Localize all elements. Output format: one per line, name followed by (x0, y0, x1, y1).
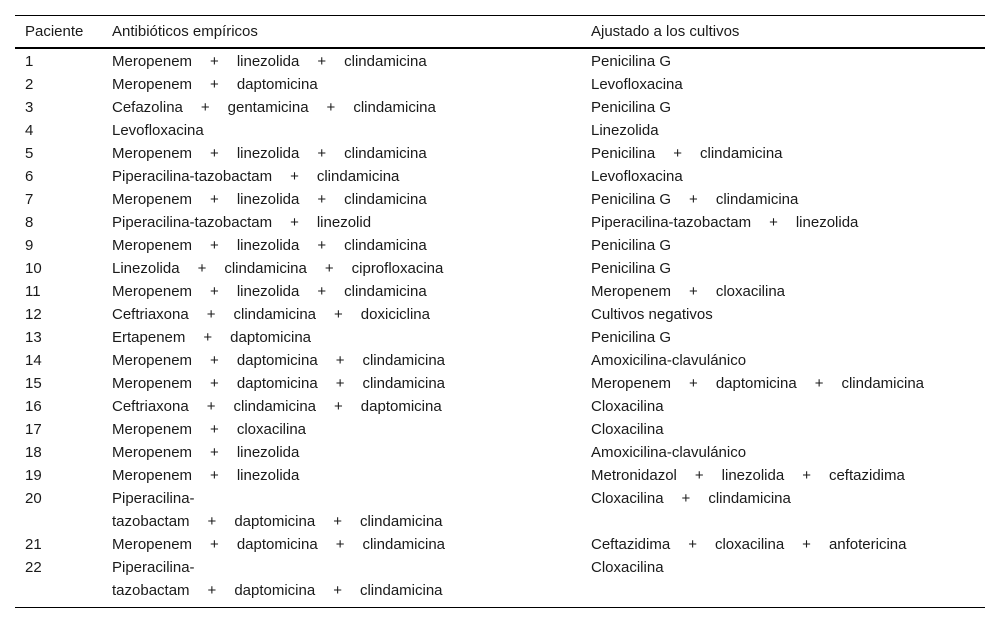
drug-name: doxiciclina (360, 306, 430, 323)
table-row (15, 48, 985, 73)
empirical-antibiotics-cell (102, 211, 581, 234)
patient-number: 17 (25, 421, 42, 438)
drug-name: Meropenem (112, 375, 193, 392)
drug-name: cloxacilina (715, 283, 786, 300)
empirical-antibiotics-cell (102, 188, 581, 211)
plus-separator: + (210, 375, 219, 392)
adjusted-antibiotics-cell (581, 556, 985, 608)
table-row (15, 257, 985, 280)
plus-separator: + (334, 398, 343, 415)
header-row (15, 16, 985, 49)
empirical-antibiotics-cell (102, 372, 581, 395)
table-row (15, 418, 985, 441)
drug-name: Cloxacilina (591, 398, 664, 415)
patient-number: 21 (25, 536, 42, 553)
plus-separator: + (326, 99, 336, 116)
header-adjusted-to-cultures: Ajustado a los cultivos (581, 16, 985, 49)
table-row (15, 211, 985, 234)
empirical-antibiotics-cell (102, 441, 581, 464)
plus-separator: + (802, 536, 811, 553)
plus-separator: + (317, 283, 327, 300)
plus-separator: + (802, 467, 811, 484)
drug-name: Cefazolina (112, 99, 183, 116)
adjusted-antibiotics-cell (581, 234, 985, 257)
plus-separator: + (197, 260, 207, 277)
patient-number: 14 (25, 352, 42, 369)
drug-name: Levofloxacina (591, 76, 683, 93)
drug-name: cloxacilina (236, 421, 307, 438)
drug-name: clindamicina (344, 191, 427, 208)
drug-name: daptomicina (360, 398, 442, 415)
plus-separator: + (335, 375, 345, 392)
plus-separator: + (694, 467, 704, 484)
plus-separator: + (317, 53, 327, 70)
drug-name: clindamicina (841, 375, 925, 392)
plus-separator: + (210, 76, 219, 93)
adjusted-antibiotics-cell (581, 48, 985, 73)
drug-name: linezolida (795, 214, 859, 231)
drug-name: linezolida (236, 145, 300, 162)
table-row (15, 96, 985, 119)
adjusted-antibiotics-cell (581, 73, 985, 96)
patient-number: 8 (25, 214, 34, 231)
empirical-antibiotics-cell (102, 280, 581, 303)
table-row (15, 234, 985, 257)
drug-name: Amoxicilina-clavulánico (591, 352, 747, 369)
empirical-antibiotics-cell (102, 48, 581, 73)
drug-name: Piperacilina-tazobactam (112, 168, 273, 185)
drug-name: Meropenem (112, 53, 193, 70)
drug-name: clindamicina (233, 398, 317, 415)
drug-name: daptomicina (234, 582, 316, 599)
drug-name: daptomicina (234, 513, 316, 530)
drug-name: clindamicina (344, 145, 427, 162)
adjusted-antibiotics-cell (581, 280, 985, 303)
adjusted-antibiotics-cell (581, 211, 985, 234)
header-patient: Paciente (15, 16, 102, 49)
drug-name: daptomicina (236, 76, 318, 93)
plus-separator: + (333, 582, 342, 599)
drug-name: clindamicina (353, 99, 436, 116)
plus-separator: + (324, 260, 334, 277)
adjusted-antibiotics-cell (581, 303, 985, 326)
patient-number: 12 (25, 306, 42, 323)
adjusted-antibiotics-cell (581, 96, 985, 119)
patient-number: 1 (25, 53, 34, 70)
table-row (15, 487, 985, 533)
drug-name: clindamicina (715, 191, 799, 208)
adjusted-antibiotics-cell (581, 533, 985, 556)
plus-separator: + (207, 513, 217, 530)
drug-name: Cultivos negativos (591, 306, 713, 323)
table-row (15, 165, 985, 188)
drug-name: clindamicina (344, 53, 427, 70)
plus-separator: + (689, 375, 698, 392)
adjusted-antibiotics-cell (581, 372, 985, 395)
drug-name: Meropenem (112, 145, 193, 162)
drug-name: Meropenem (591, 283, 672, 300)
patient-number: 20 (25, 490, 42, 507)
adjusted-antibiotics-cell (581, 464, 985, 487)
drug-name: Meropenem (112, 536, 193, 553)
header-empirical-antibiotics: Antibióticos empíricos (102, 16, 581, 49)
drug-name: linezolida (236, 191, 300, 208)
plus-separator: + (200, 99, 210, 116)
drug-name: Piperacilina- tazobactam (112, 490, 195, 530)
patient-number: 13 (25, 329, 42, 346)
empirical-antibiotics-cell (102, 165, 581, 188)
table-row (15, 188, 985, 211)
plus-separator: + (210, 283, 219, 300)
drug-name: linezolida (236, 444, 300, 461)
drug-name: Linezolida (112, 260, 180, 277)
plus-separator: + (210, 237, 219, 254)
drug-name: Meropenem (112, 421, 193, 438)
drug-name: Ceftriaxona (112, 306, 189, 323)
adjusted-antibiotics-cell (581, 165, 985, 188)
plus-separator: + (203, 329, 213, 346)
table-row (15, 73, 985, 96)
plus-separator: + (689, 191, 698, 208)
plus-separator: + (688, 536, 697, 553)
empirical-antibiotics-cell (102, 349, 581, 372)
plus-separator: + (207, 582, 217, 599)
plus-separator: + (206, 306, 216, 323)
drug-name: Meropenem (112, 76, 193, 93)
drug-name: Cloxacilina (591, 559, 664, 576)
table-row (15, 349, 985, 372)
patient-number: 9 (25, 237, 34, 254)
drug-name: linezolida (236, 237, 300, 254)
empirical-antibiotics-cell (102, 96, 581, 119)
empirical-antibiotics-cell (102, 142, 581, 165)
drug-name: clindamicina (362, 536, 446, 553)
adjusted-antibiotics-cell (581, 257, 985, 280)
adjusted-antibiotics-cell (581, 487, 985, 533)
drug-name: Penicilina G (591, 99, 672, 116)
plus-separator: + (689, 283, 698, 300)
plus-separator: + (210, 536, 219, 553)
drug-name: ciprofloxacina (351, 260, 444, 277)
empirical-antibiotics-cell (102, 418, 581, 441)
plus-separator: + (317, 237, 327, 254)
drug-name: gentamicina (227, 99, 309, 116)
adjusted-antibiotics-cell (581, 418, 985, 441)
patient-number: 19 (25, 467, 42, 484)
patient-number: 7 (25, 191, 34, 208)
table-header (15, 16, 985, 49)
drug-name: Meropenem (112, 237, 193, 254)
drug-name: ceftazidima (828, 467, 905, 484)
drug-name: linezolida (236, 283, 300, 300)
patient-number: 10 (25, 260, 42, 277)
drug-name: daptomicina (236, 375, 318, 392)
drug-name: Meropenem (591, 375, 672, 392)
plus-separator: + (335, 352, 345, 369)
table-row (15, 372, 985, 395)
plus-separator: + (673, 145, 682, 162)
drug-name: Penicilina G (591, 237, 672, 254)
drug-name: Linezolida (591, 122, 659, 139)
plus-separator: + (206, 398, 216, 415)
antibiotic-table (15, 15, 985, 608)
empirical-antibiotics-cell (102, 326, 581, 349)
plus-separator: + (210, 53, 219, 70)
plus-separator: + (210, 467, 219, 484)
drug-name: daptomicina (236, 352, 318, 369)
empirical-antibiotics-cell (102, 533, 581, 556)
table-body (15, 48, 985, 608)
drug-name: clindamicina (359, 582, 443, 599)
patient-number: 4 (25, 122, 34, 139)
plus-separator: + (333, 513, 342, 530)
drug-name: Piperacilina-tazobactam (112, 214, 273, 231)
drug-name: Penicilina G (591, 191, 672, 208)
empirical-antibiotics-cell (102, 464, 581, 487)
drug-name: clindamicina (362, 352, 446, 369)
drug-name: Levofloxacina (591, 168, 683, 185)
drug-name: Penicilina G (591, 260, 672, 277)
plus-separator: + (290, 168, 299, 185)
drug-name: clindamicina (362, 375, 446, 392)
drug-name: clindamicina (359, 513, 443, 530)
empirical-antibiotics-cell (102, 119, 581, 142)
antibiotic-table-container (15, 15, 985, 608)
plus-separator: + (210, 352, 219, 369)
drug-name: Levofloxacina (112, 122, 204, 139)
table-row (15, 556, 985, 608)
drug-name: clindamicina (224, 260, 307, 277)
table-row (15, 464, 985, 487)
drug-name: Cloxacilina (591, 421, 664, 438)
patient-number: 18 (25, 444, 42, 461)
plus-separator: + (681, 490, 691, 507)
empirical-antibiotics-cell (102, 487, 581, 533)
plus-separator: + (334, 306, 343, 323)
patient-number: 6 (25, 168, 34, 185)
drug-name: Meropenem (112, 444, 193, 461)
drug-name: linezolida (236, 53, 300, 70)
drug-name: Penicilina (591, 145, 656, 162)
drug-name: Penicilina G (591, 329, 672, 346)
plus-separator: + (290, 214, 299, 231)
plus-separator: + (210, 191, 219, 208)
adjusted-antibiotics-cell (581, 441, 985, 464)
drug-name: linezolida (721, 467, 785, 484)
patient-number: 2 (25, 76, 34, 93)
drug-name: daptomicina (715, 375, 797, 392)
plus-separator: + (317, 145, 327, 162)
drug-name: Metronidazol (591, 467, 677, 484)
drug-name: clindamicina (233, 306, 317, 323)
table-row (15, 303, 985, 326)
drug-name: Ceftazidima (591, 536, 671, 553)
patient-number: 3 (25, 99, 34, 116)
plus-separator: + (814, 375, 824, 392)
drug-name: Piperacilina-tazobactam (591, 214, 752, 231)
plus-separator: + (210, 444, 219, 461)
drug-name: clindamicina (344, 237, 427, 254)
adjusted-antibiotics-cell (581, 395, 985, 418)
drug-name: daptomicina (230, 329, 312, 346)
empirical-antibiotics-cell (102, 73, 581, 96)
drug-name: clindamicina (344, 283, 427, 300)
drug-name: cloxacilina (714, 536, 785, 553)
drug-name: clindamicina (699, 145, 783, 162)
adjusted-antibiotics-cell (581, 119, 985, 142)
drug-name: daptomicina (236, 536, 318, 553)
drug-name: Cloxacilina (591, 490, 664, 507)
empirical-antibiotics-cell (102, 556, 581, 608)
drug-name: Meropenem (112, 352, 193, 369)
empirical-antibiotics-cell (102, 257, 581, 280)
drug-name: linezolid (316, 214, 372, 231)
drug-name: linezolida (236, 467, 300, 484)
patient-number: 15 (25, 375, 42, 392)
patient-number: 11 (25, 283, 41, 300)
drug-name: Piperacilina- tazobactam (112, 559, 195, 599)
drug-name: Meropenem (112, 283, 193, 300)
patient-number: 22 (25, 559, 42, 576)
adjusted-antibiotics-cell (581, 188, 985, 211)
table-row (15, 533, 985, 556)
drug-name: Meropenem (112, 467, 193, 484)
patient-number: 16 (25, 398, 42, 415)
table-row (15, 142, 985, 165)
drug-name: Ertapenem (112, 329, 186, 346)
plus-separator: + (210, 145, 219, 162)
plus-separator: + (210, 421, 219, 438)
adjusted-antibiotics-cell (581, 326, 985, 349)
plus-separator: + (335, 536, 345, 553)
drug-name: Amoxicilina-clavulánico (591, 444, 747, 461)
plus-separator: + (317, 191, 327, 208)
empirical-antibiotics-cell (102, 234, 581, 257)
table-row (15, 119, 985, 142)
empirical-antibiotics-cell (102, 303, 581, 326)
patient-number: 5 (25, 145, 34, 162)
table-row (15, 395, 985, 418)
adjusted-antibiotics-cell (581, 142, 985, 165)
drug-name: Penicilina G (591, 53, 672, 70)
adjusted-antibiotics-cell (581, 349, 985, 372)
drug-name: clindamicina (316, 168, 400, 185)
drug-name: Meropenem (112, 191, 193, 208)
drug-name: anfotericina (828, 536, 907, 553)
table-row (15, 280, 985, 303)
empirical-antibiotics-cell (102, 395, 581, 418)
table-row (15, 326, 985, 349)
plus-separator: + (769, 214, 778, 231)
drug-name: clindamicina (708, 490, 791, 507)
table-row (15, 441, 985, 464)
drug-name: Ceftriaxona (112, 398, 189, 415)
